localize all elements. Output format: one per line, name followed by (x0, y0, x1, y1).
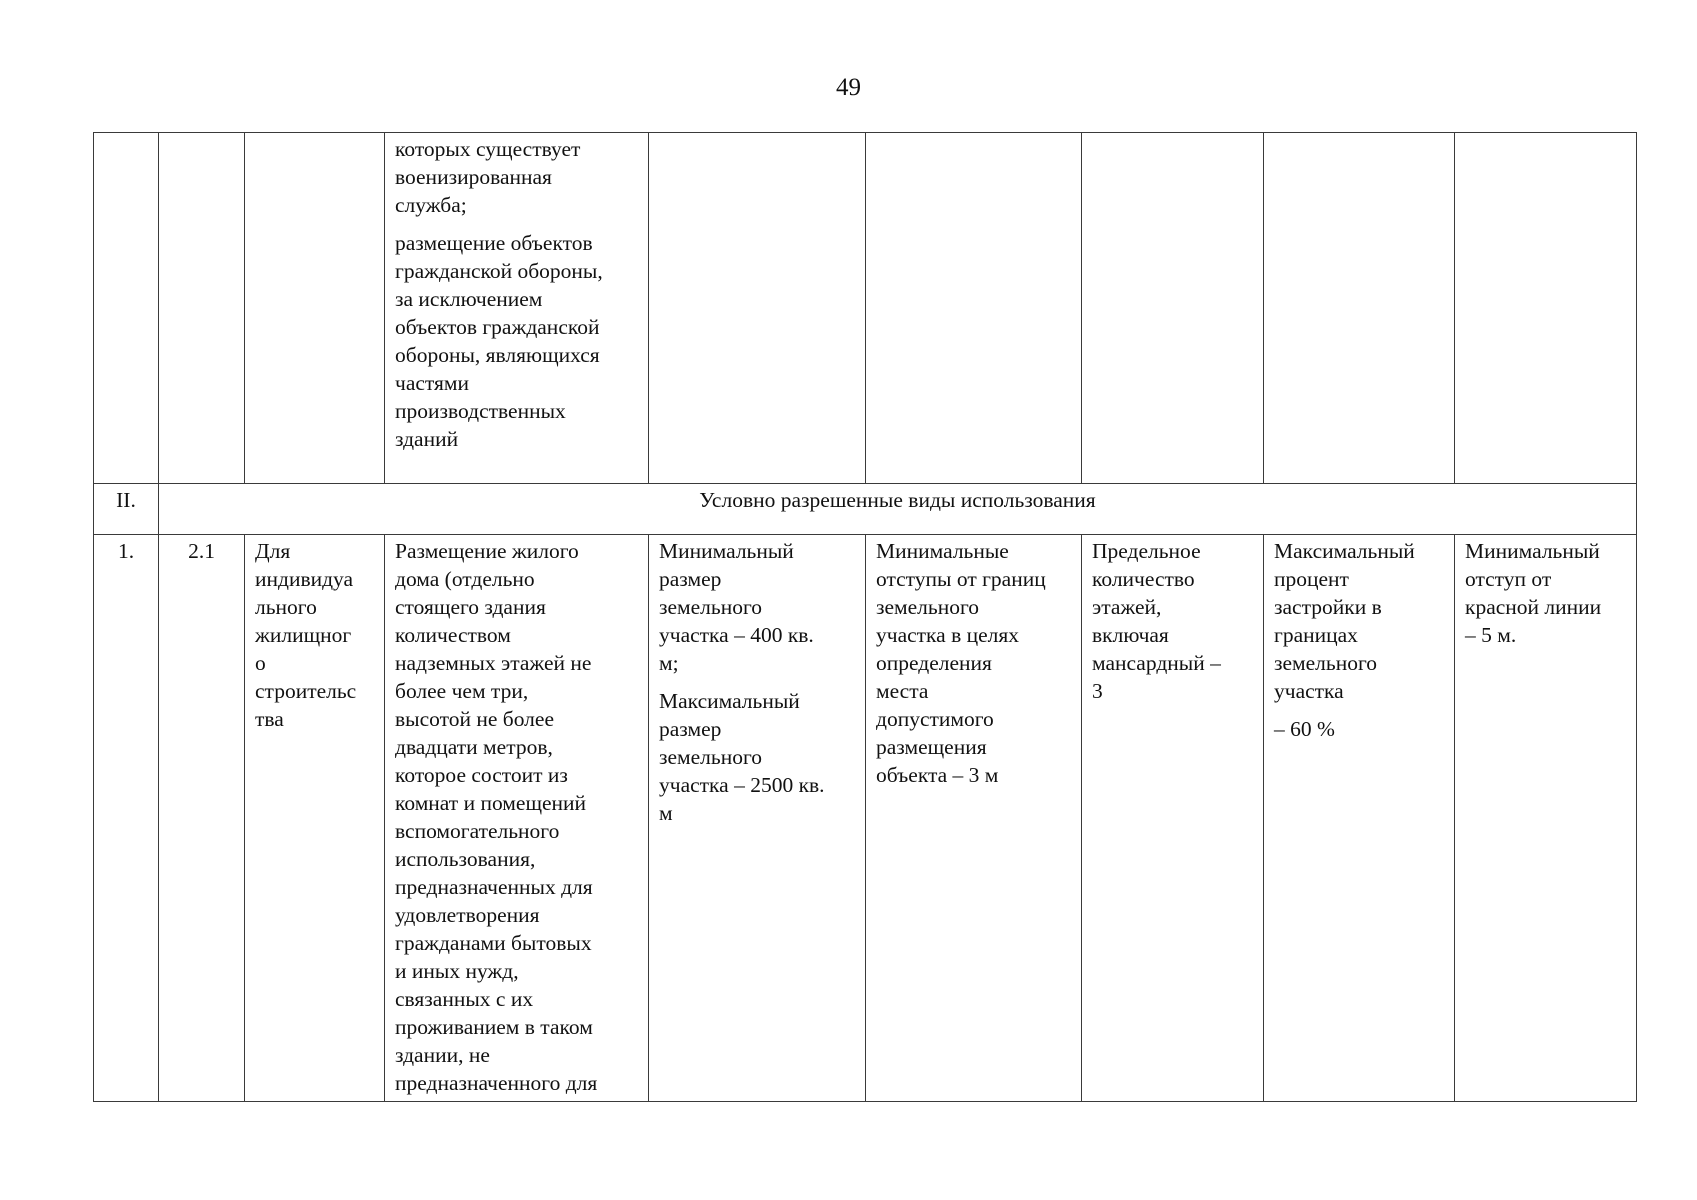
item-code: 2.1 (159, 535, 245, 1102)
description-paragraph: размещение объектов гражданской обороны, за исключением объектов гражданской обороны, являющихся частями производственных зданий (395, 231, 603, 451)
red-line-text: Минимальный отступ от красной линии – 5 м. (1465, 539, 1602, 647)
item-name-text: Для индивидуа льного жилищног о строительс тва (255, 539, 357, 731)
item-plot-size (649, 535, 866, 1102)
item-floors (1082, 535, 1264, 1102)
plot-size-max: Максимальный размер земельного участка – 2500 кв. м (659, 689, 825, 825)
item-description-text: Размещение жилого дома (отдельно стоящего здания количеством надземных этажей не более чем три, высотой не более двадцати метров, которое состоит из комнат и помещений вспомогательного использования, предназначенных для удовлетворения гражданами бытовых и иных нужд, связанных с их проживанием в таком здании, не предназначенного для (395, 539, 598, 1095)
item-red-line (1455, 535, 1637, 1102)
item-coverage (1264, 535, 1455, 1102)
item-number: 1. (94, 535, 159, 1102)
cell-floors (1082, 133, 1264, 484)
page-number: 49 (836, 74, 861, 101)
plot-size-min: Минимальный размер земельного участка – 400 кв. м; (659, 539, 814, 675)
cell-description (385, 133, 649, 484)
cell-number (94, 133, 159, 484)
item-description (385, 535, 649, 1102)
table-row-continuation (94, 133, 1637, 484)
floors-text: Предельное количество этажей, включая мансардный – 3 (1092, 539, 1221, 703)
cell-red-line (1455, 133, 1637, 484)
land-use-table (93, 132, 1637, 1102)
description-paragraph: которых существует военизированная служба; (395, 137, 581, 217)
item-setbacks (866, 535, 1082, 1102)
cell-code (159, 133, 245, 484)
cell-name (245, 133, 385, 484)
coverage-value: – 60 % (1274, 717, 1335, 741)
table-row-section (94, 484, 1637, 535)
coverage-label: Максимальный процент застройки в границах земельного участка (1274, 539, 1415, 703)
cell-coverage (1264, 133, 1455, 484)
table-row-item (94, 535, 1637, 1102)
setbacks-text: Минимальные отступы от границ земельного участка в целях определения места допустимого размещения объекта – 3 м (876, 539, 1046, 787)
cell-plot-size (649, 133, 866, 484)
item-name (245, 535, 385, 1102)
section-number: II. (94, 484, 159, 535)
section-title: Условно разрешенные виды использования (159, 484, 1637, 535)
cell-setbacks (866, 133, 1082, 484)
